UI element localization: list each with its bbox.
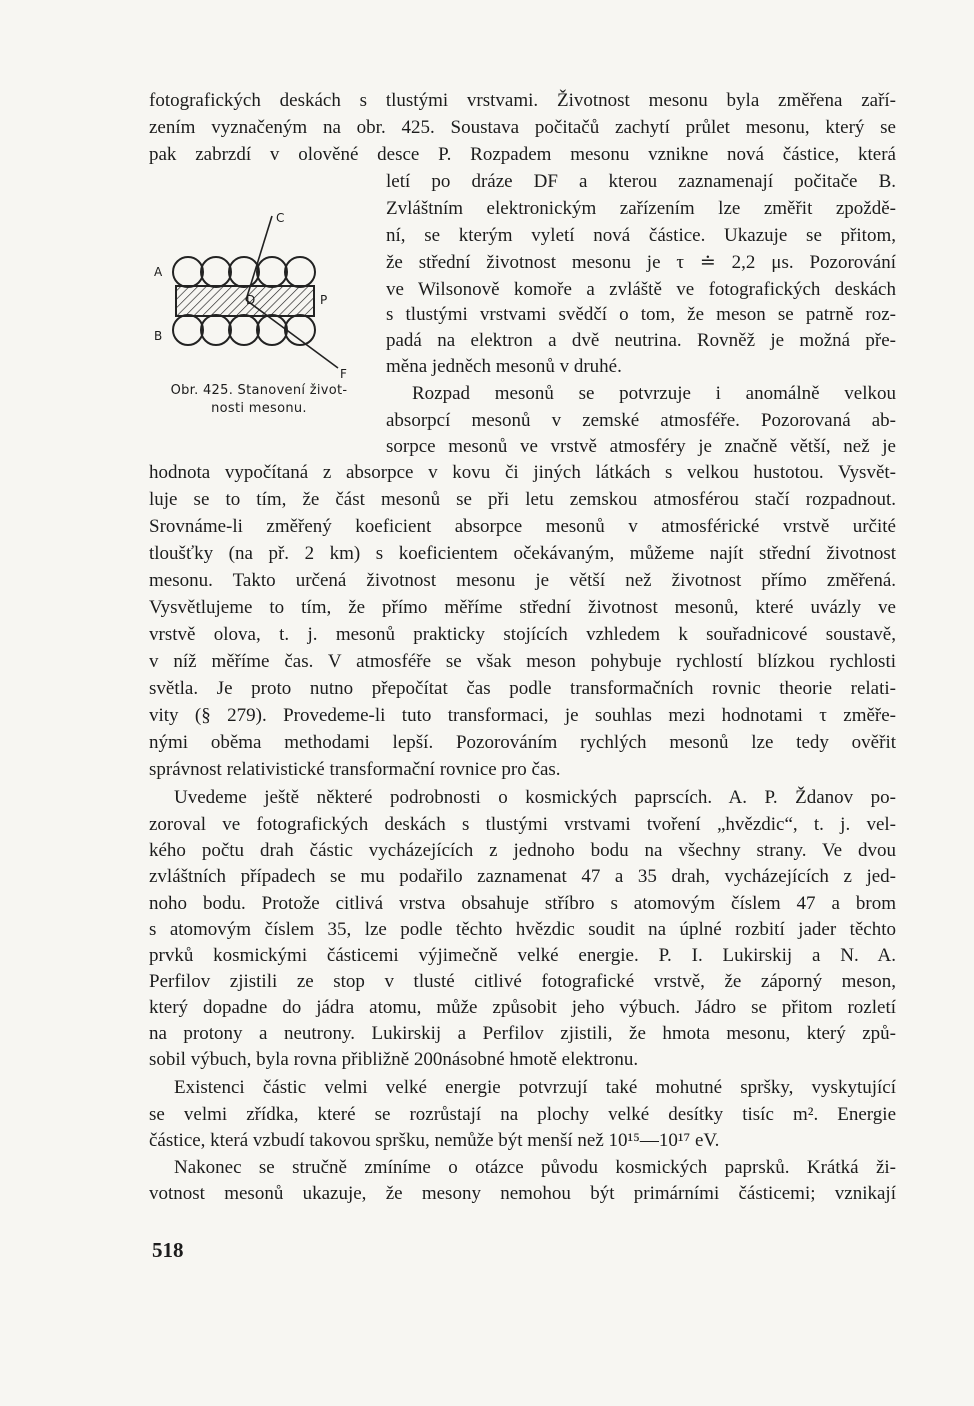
text-line: se velmi zřídka, které se rozrůstají na plochy velké desítky tisíc m². Energie — [149, 1104, 896, 1125]
figure-caption — [148, 382, 370, 418]
label-a: A — [154, 265, 163, 279]
text-line: že střední životnost mesonu je τ ≐ 2,2 μs. Pozorování — [386, 252, 896, 273]
text-line: ní, se kterým vyletí nová částice. Ukazuje se přitom, — [386, 225, 896, 246]
label-d: D — [246, 293, 256, 307]
text-line: kého počtu drah částic vycházejících z jednoho bodu na všechny strany. Ve dvou — [149, 840, 896, 861]
text-line: mesonu. Takto určená životnost mesonu je větší než životnost přímo změřená. — [149, 570, 896, 591]
page-number: 518 — [152, 1238, 184, 1262]
text-line: Nakonec se stručně zmíníme o otázce původu kosmických paprsků. Krátká ži- — [174, 1157, 896, 1178]
figure-425-diagram — [148, 200, 370, 380]
label-b: B — [154, 329, 163, 343]
text-line: prvků kosmickými částicemi výjimečně velké energie. P. I. Lukirskij a N. A. — [149, 945, 896, 966]
text-line: Existenci částic velmi velké energie potvrzují také mohutné spršky, vyskytující — [174, 1077, 896, 1098]
text-line: vity (§ 279). Provedeme-li tuto transformaci, je souhlas mezi hodnotami τ změře- — [149, 705, 896, 726]
figure-caption-line: nosti mesonu. — [211, 401, 307, 416]
text-line: Uvedeme ještě některé podrobnosti o kosmických paprscích. A. P. Ždanov po- — [174, 787, 896, 808]
text-line: pak zabrzdí v olověné desce P. Rozpadem mesonu vznikne nová částice, která — [149, 144, 896, 165]
counter-row-a — [173, 257, 315, 287]
text-line: ve Wilsonově komoře a zvláště ve fotografických deskách — [386, 279, 896, 300]
text-line: hodnota vypočítaná z absorpce v kovu či jiných látkách s velkou hustotou. Vysvět- — [149, 462, 896, 483]
text-line: sorpce mesonů ve vrstvě atmosféry je značně větší, než je — [386, 436, 896, 457]
text-line: vrstvě olova, t. j. mesonů prakticky stojících vzhledem k souřadnicové soustavě, — [149, 624, 896, 645]
lead-plate-p — [176, 286, 314, 316]
figure-caption-line: Obr. 425. Stanovení život- — [170, 383, 348, 398]
text-line: správnost relativistické transformační rovnice pro čas. — [149, 759, 561, 780]
text-line: Rozpad mesonů se potvrzuje i anomálně velkou — [412, 383, 896, 404]
text-line: Srovnáme-li změřený koeficient absorpce mesonů v atmosférické vrstvě určité — [149, 516, 896, 537]
text-line: Perfilov zjistili ze stop v tlusté citlivé fotografické vrstvě, že záporný meson, — [149, 971, 896, 992]
text-line: s atomovým číslem 35, lze podle těchto hvězdic soudit na úplné rozbití jader těchto — [149, 919, 896, 940]
text-line: padá na elektron a dvě neutrina. Rovněž je možná pře- — [386, 330, 896, 351]
text-line: Zvláštním elektronickým zařízením lze změřit zpoždě- — [386, 198, 896, 219]
label-c: C — [276, 211, 285, 225]
text-line: tloušťky (na př. 2 km) s koeficientem očekávaným, můžeme najít střední životnost — [149, 543, 896, 564]
text-line: zoroval ve fotografických deskách s tlustými vrstvami tvoření „hvězdic“, t. j. vel- — [149, 814, 896, 835]
text-line: v níž měříme čas. V atmosféře se však meson pohybuje rychlostí blízkou rychlosti — [149, 651, 896, 672]
text-line: který dopadne do jádra atomu, může způsobit jeho výbuch. Jádro se přitom rozletí — [149, 997, 896, 1018]
counter-row-b — [173, 315, 315, 345]
text-line: votnost mesonů ukazuje, že mesony nemohou být primárními částicemi; vznikají — [149, 1183, 896, 1204]
text-line: absorpcí mesonů v zemské atmosféře. Pozorovaná ab- — [386, 410, 896, 431]
label-f: F — [340, 367, 347, 380]
text-line: měna jedněch mesonů v druhé. — [386, 356, 622, 377]
text-line: zvláštních případech se mu podařilo zaznamenat 47 a 35 drah, vycházejících z jed- — [149, 866, 896, 887]
text-line: Vysvětlujeme to tím, že přímo měříme střední životnost mesonů, které uvázly ve — [149, 597, 896, 618]
text-line: noho bodu. Protože citlivá vrstva obsahuje stříbro s atomovým číslem 47 a brom — [149, 893, 896, 914]
text-line: částice, která vzbudí takovou spršku, nemůže být menší než 10¹⁵—10¹⁷ eV. — [149, 1130, 720, 1151]
text-line: na protony a neutrony. Lukirskij a Perfilov zjistili, že hmota mesonu, který způ- — [149, 1023, 896, 1044]
text-line: zením vyznačeným na obr. 425. Soustava počitačů zachytí průlet mesonu, který se — [149, 117, 896, 138]
text-line: luje se to tím, že část mesonů se při letu zemskou atmosférou stačí rozpadnout. — [149, 489, 896, 510]
text-line: fotografických deskách s tlustými vrstvami. Životnost mesonu byla změřena zaří- — [149, 90, 896, 111]
text-line: světla. Je proto nutno přepočítat čas podle transformačních rovnic theorie relati- — [149, 678, 896, 699]
label-p: P — [320, 293, 328, 307]
text-line: s tlustými vrstvami svědčí o tom, že meson se patrně roz- — [386, 304, 896, 325]
text-line: letí po dráze DF a kterou zaznamenají počitače B. — [386, 171, 896, 192]
text-line: sobil výbuch, byla rovna přibližně 200násobné hmotě elektronu. — [149, 1049, 639, 1070]
text-line: nými oběma methodami lepší. Pozorováním rychlých mesonů lze tedy ověřit — [149, 732, 896, 753]
